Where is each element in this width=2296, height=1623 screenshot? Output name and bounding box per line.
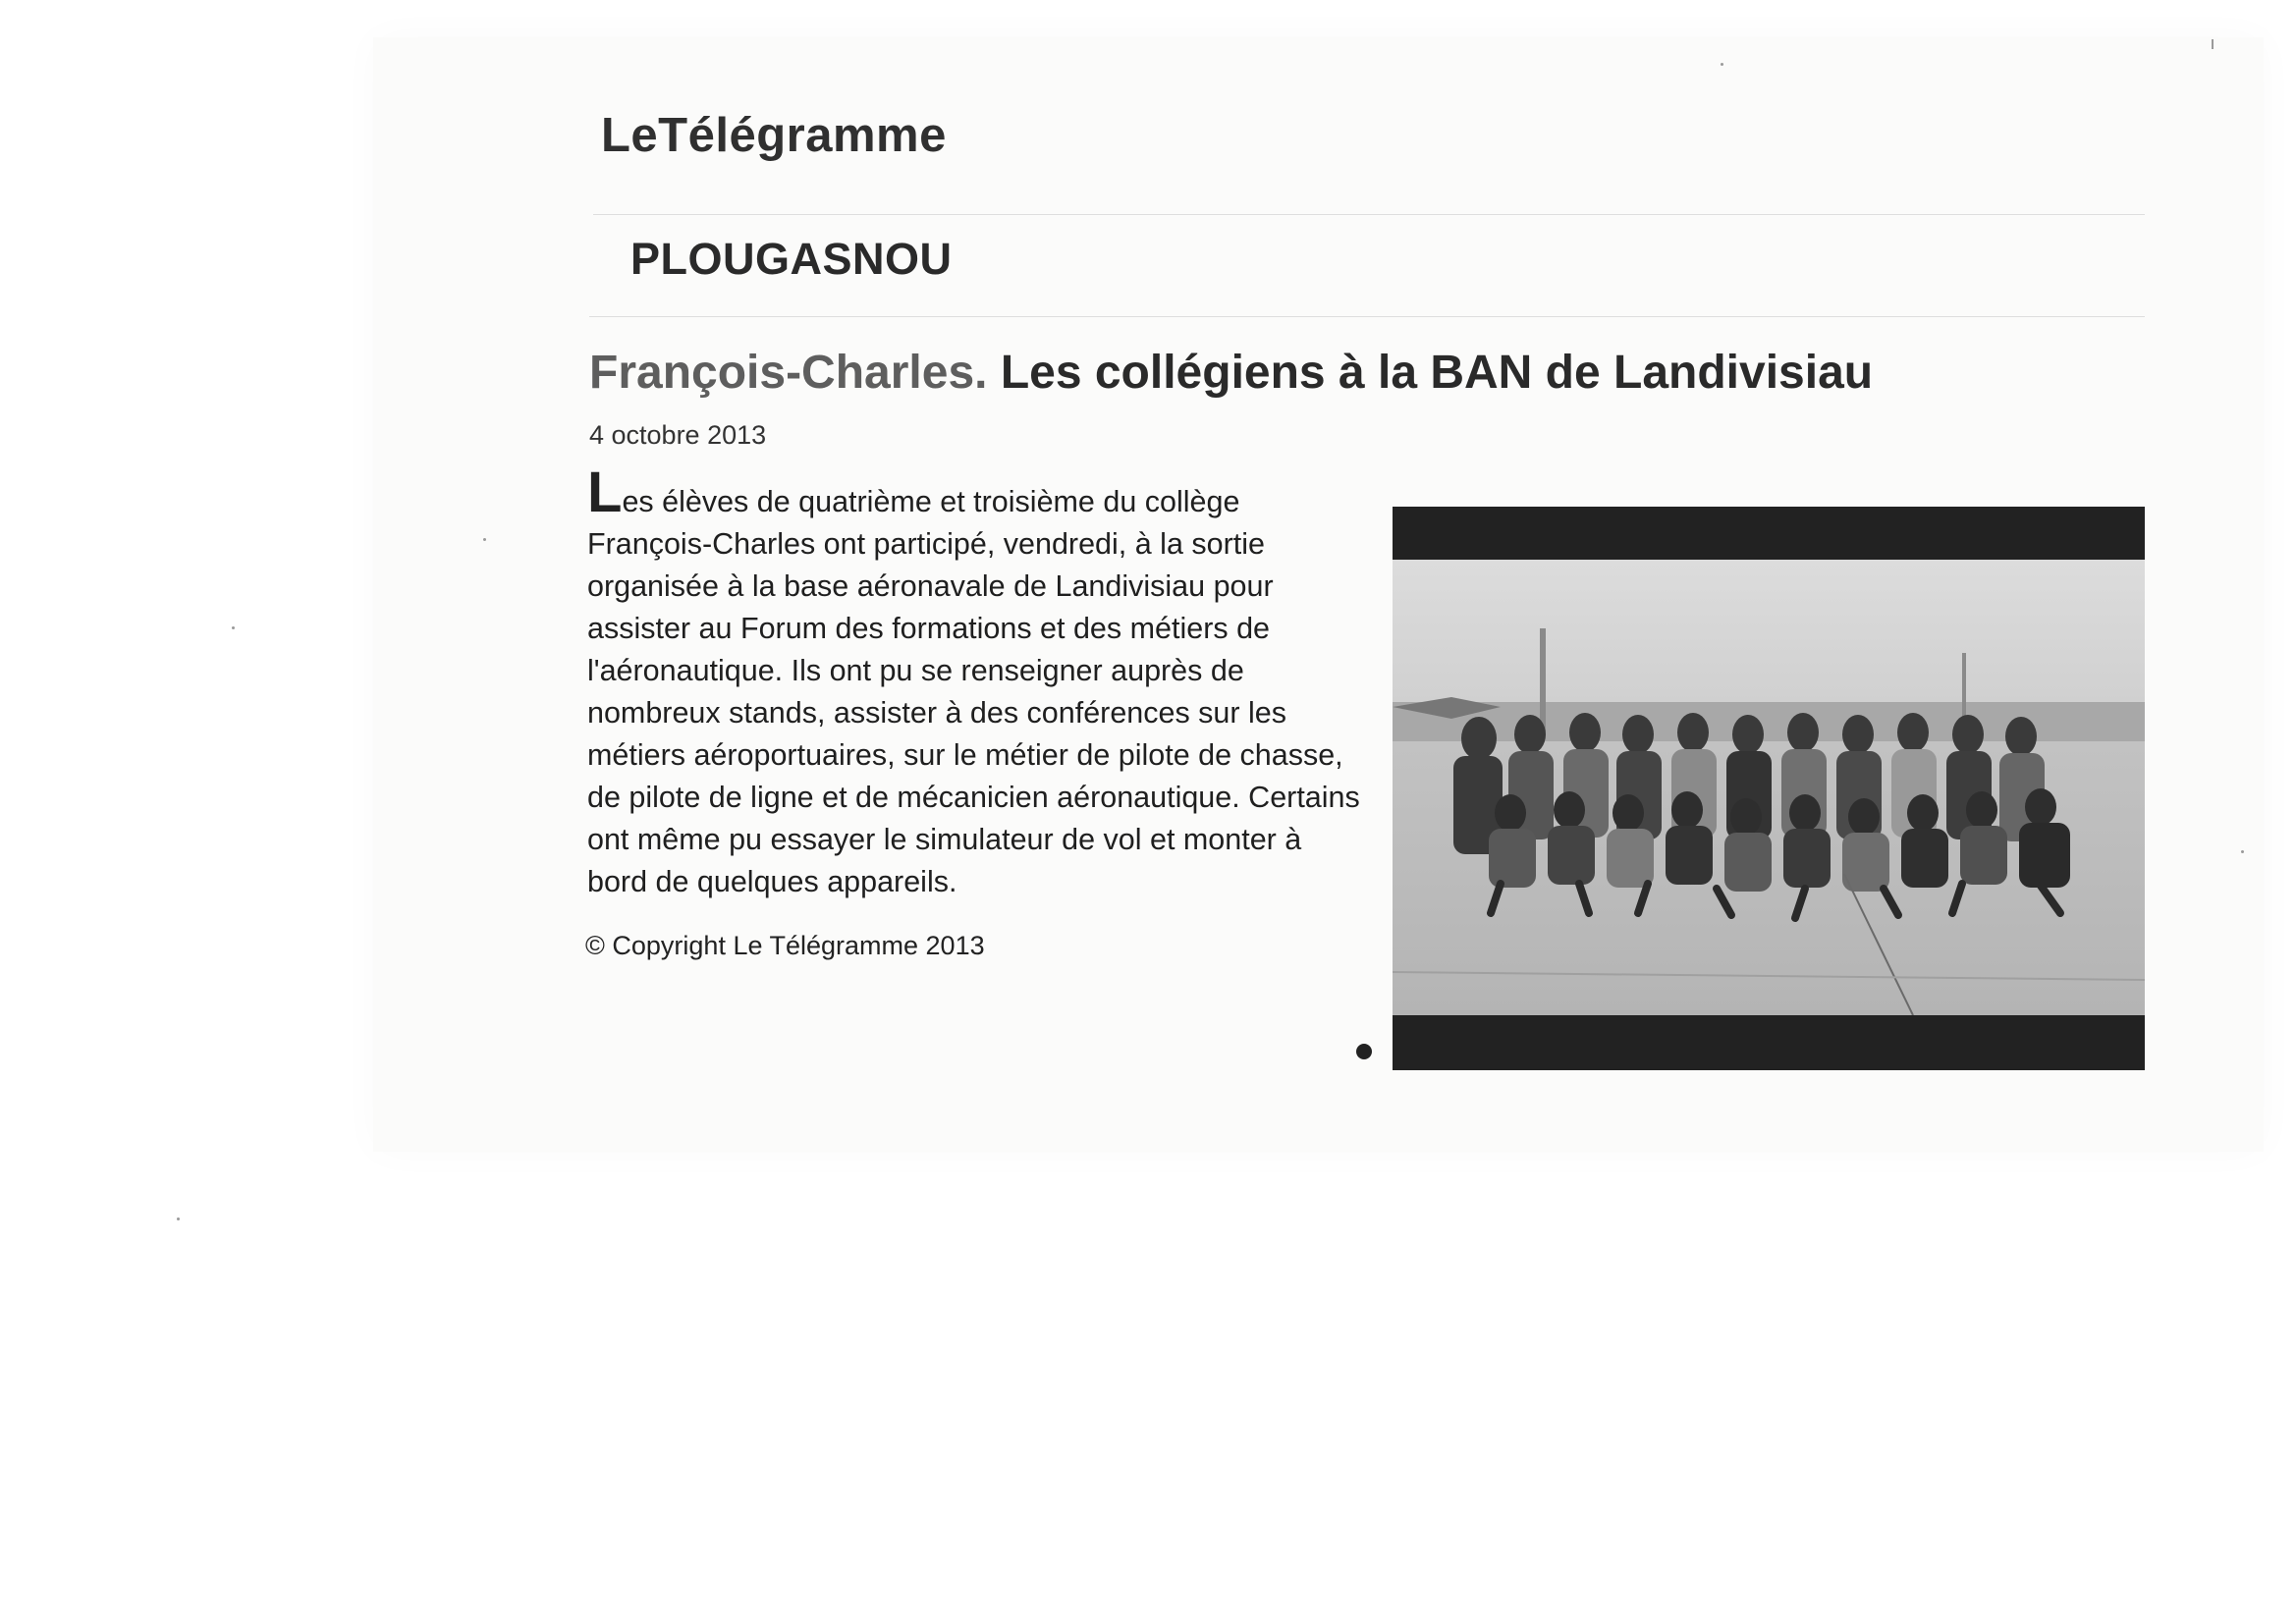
article-body — [587, 460, 1363, 903]
photo-letterbox-bottom — [1393, 1015, 2145, 1070]
group-photo-image — [1393, 560, 2145, 1015]
scan-speck — [1721, 63, 1723, 66]
photo-letterbox-top — [1393, 507, 2145, 560]
headline-title: Les collégiens à la BAN de Landivisiau — [1000, 347, 1874, 399]
scan-speck — [483, 538, 486, 541]
headline-kicker: François-Charles. — [589, 347, 988, 399]
article-photo[interactable] — [1393, 507, 2145, 1070]
carousel-bullet-icon[interactable] — [1356, 1044, 1372, 1059]
article-date: 4 octobre 2013 — [589, 420, 767, 450]
article-headline — [589, 346, 1873, 400]
article-body-text: es élèves de quatrième et troisième du collège François-Charles ont participé, vendredi, à la sortie organisée à la base aéronavale de Landivisiau pour assister au Forum des formations et des métiers de l'aéronautique. Ils ont pu se renseigner auprès de nombreux stands, assister à des conférences sur les métiers aéroportuaires, sur le métier de pilote de chasse, de pilote de ligne et de mécanicien aéronautique. Certains ont même pu essayer le simulateur de vol et monter à bord de quelques appareils. — [587, 485, 1360, 898]
scan-speck — [177, 1217, 180, 1220]
scan-speck — [2212, 39, 2214, 49]
divider — [593, 214, 2145, 215]
copyright-notice: © Copyright Le Télégramme 2013 — [585, 931, 985, 960]
section-heading: PLOUGASNOU — [630, 234, 953, 284]
scan-speck — [2241, 850, 2244, 853]
divider — [589, 316, 2145, 317]
newspaper-masthead: LeTélégramme — [601, 109, 947, 162]
drop-cap: L — [587, 460, 623, 524]
scan-speck — [232, 626, 235, 629]
